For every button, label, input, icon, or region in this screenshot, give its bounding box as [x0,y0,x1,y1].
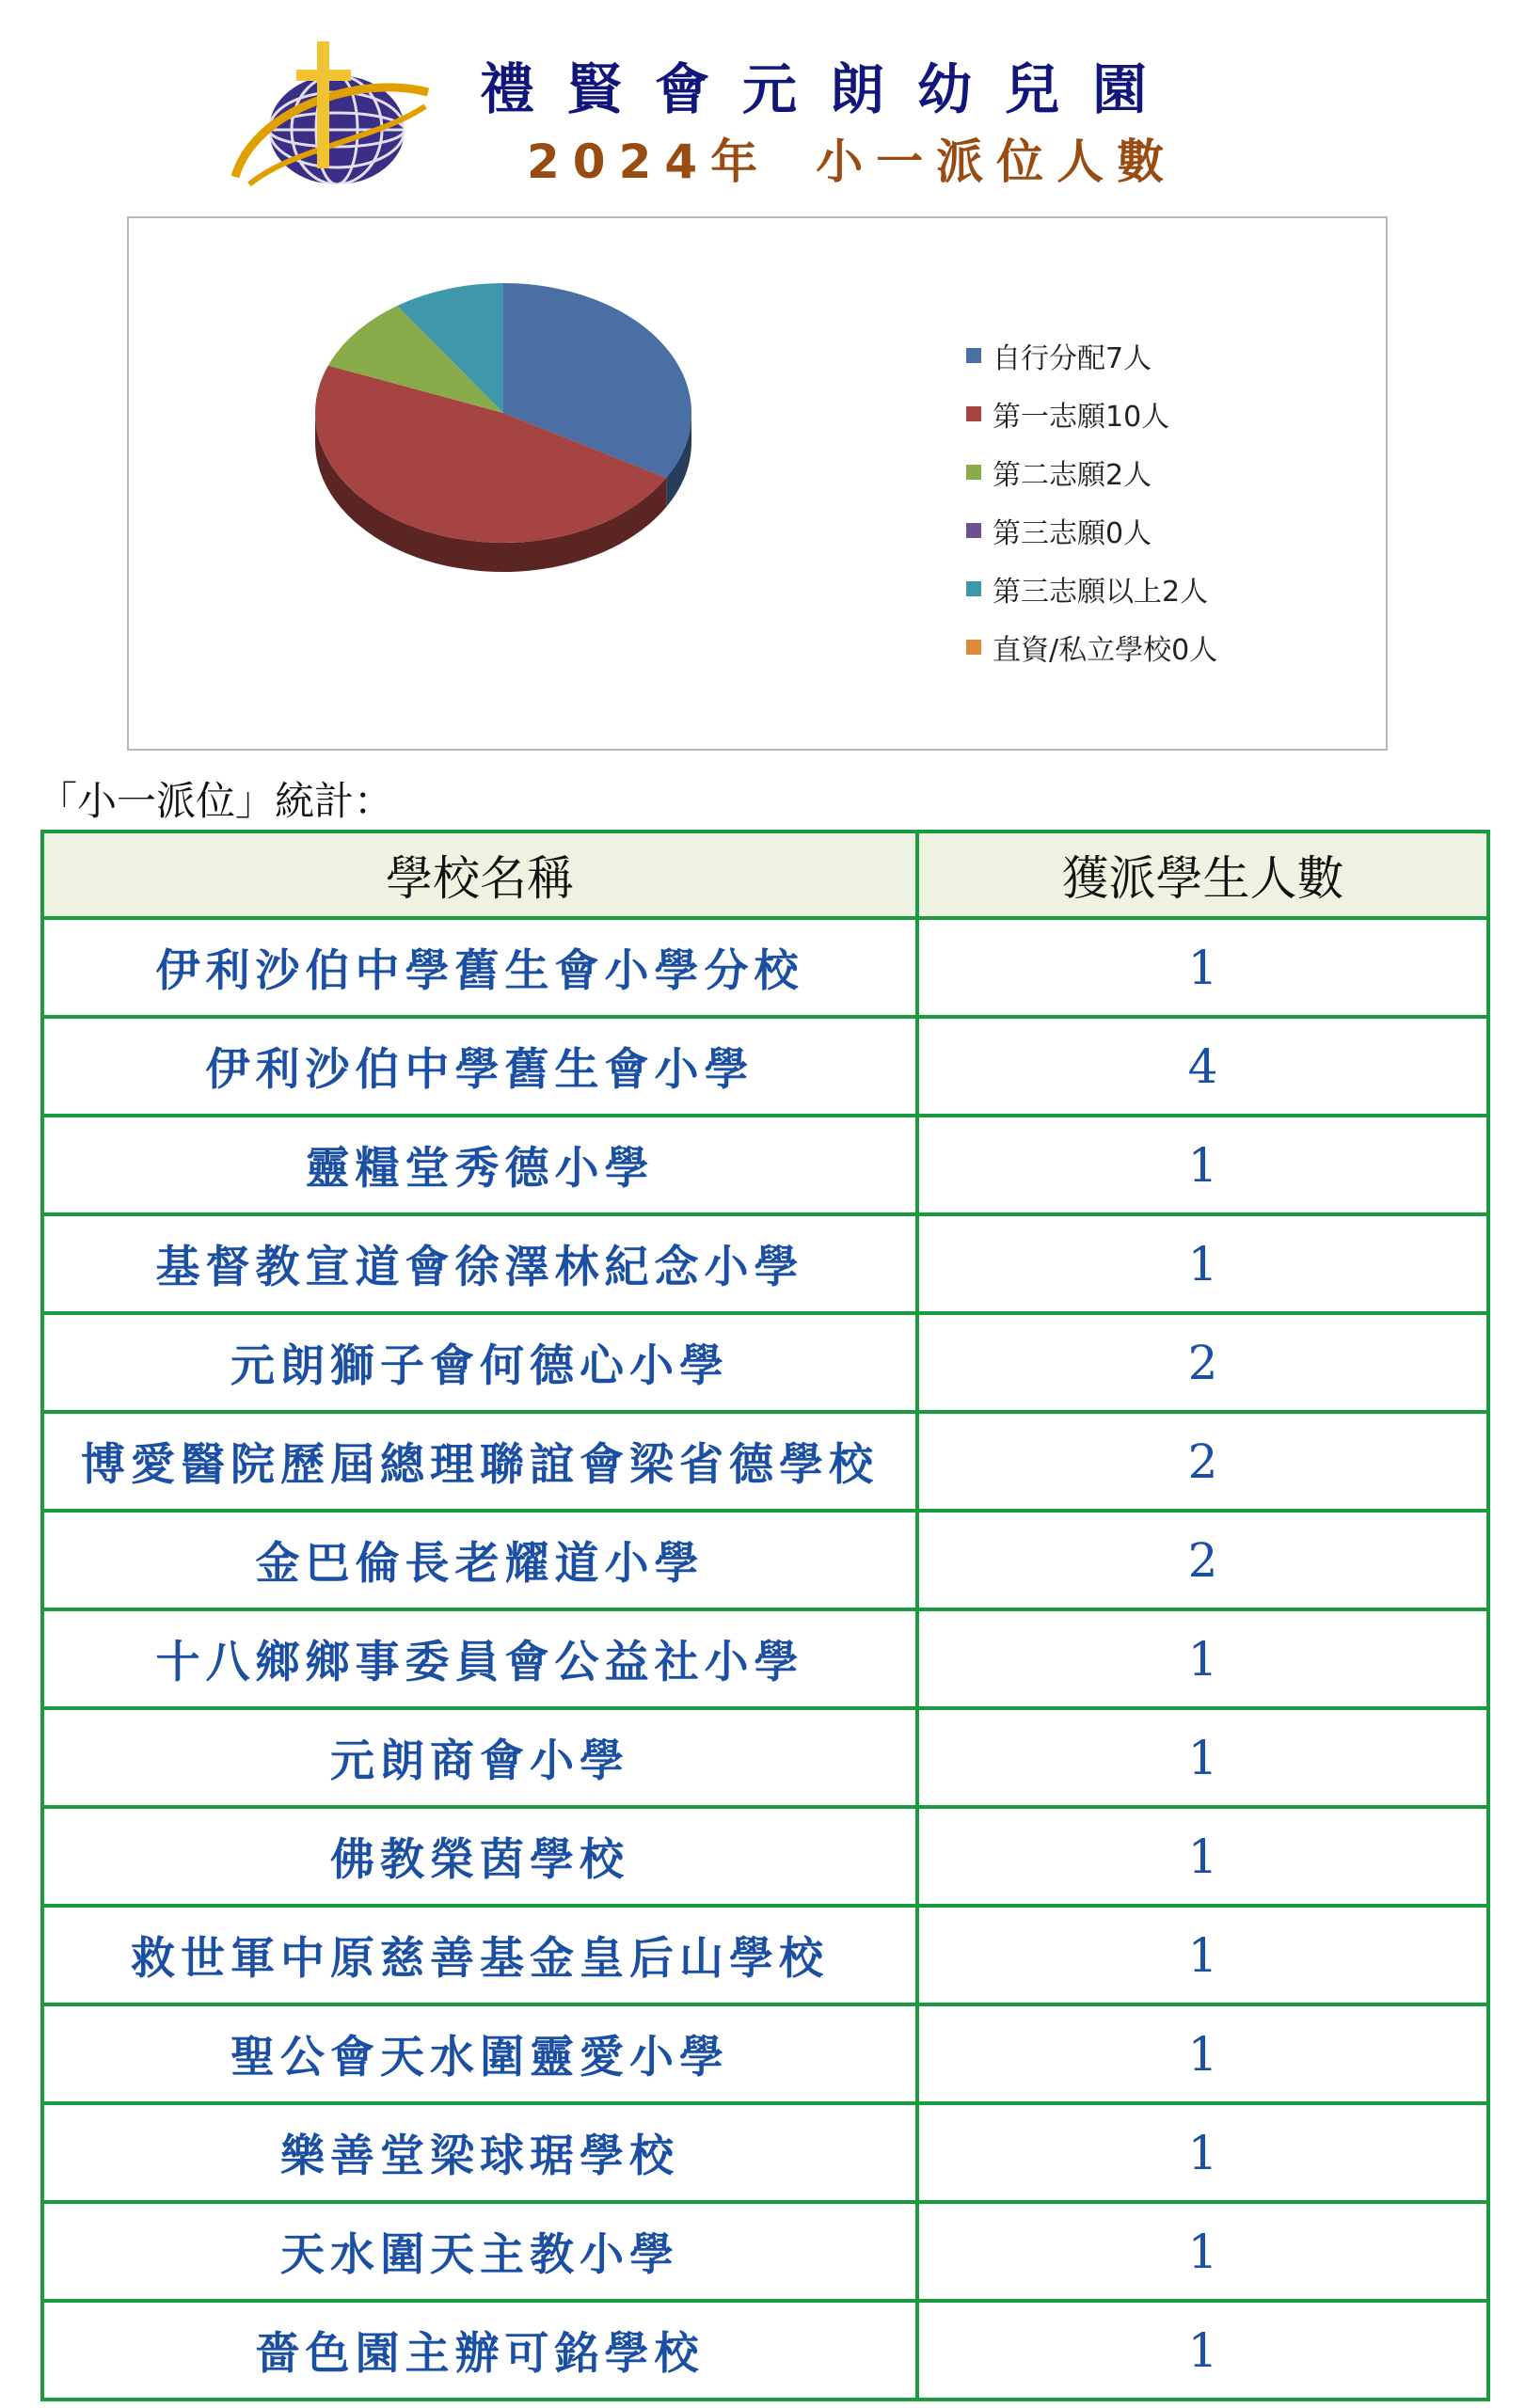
student-count-cell: 1 [917,2004,1488,2103]
table-row [42,2004,1488,2103]
page-subtitle [527,127,1279,198]
school-name-cell: 伊利沙伯中學舊生會小學分校 [42,918,917,1017]
student-count-cell: 1 [917,1906,1488,2004]
table-row [42,1609,1488,1708]
table-row [42,1313,1488,1412]
school-name-cell: 佛教榮茵學校 [42,1807,917,1906]
table-row [42,1116,1488,1214]
stats-title: 「小一派位」統計： [38,778,394,824]
school-name-cell: 博愛醫院歷屆總理聯誼會梁省德學校 [42,1412,917,1511]
legend-swatch [966,348,981,363]
table-row [42,2202,1488,2301]
school-name-cell: 伊利沙伯中學舊生會小學 [42,1017,917,1116]
school-name-cell: 救世軍中原慈善基金皇后山學校 [42,1906,917,2004]
chart-legend [966,326,1380,676]
table-row [42,1906,1488,2004]
school-name-cell: 聖公會天水圍靈愛小學 [42,2004,917,2103]
legend-item [966,618,1380,676]
legend-item [966,385,1380,443]
legend-swatch [966,406,981,421]
table-row [42,2301,1488,2400]
school-name-cell: 樂善堂梁球琚學校 [42,2103,917,2202]
legend-item [966,443,1380,501]
legend-swatch [966,465,981,480]
school-name-cell: 天水圍天主教小學 [42,2202,917,2301]
student-count-cell: 1 [917,1807,1488,1906]
table-row [42,1807,1488,1906]
school-name-cell: 十八鄉鄉事委員會公益社小學 [42,1609,917,1708]
table-row [42,2103,1488,2202]
school-name-cell: 靈糧堂秀德小學 [42,1116,917,1214]
cross-globe-logo [216,36,437,200]
student-count-cell: 1 [917,918,1488,1017]
table-row [42,1214,1488,1313]
table-body [42,918,1488,2400]
legend-swatch [966,581,981,596]
student-count-cell: 1 [917,1116,1488,1214]
school-name-cell: 金巴倫長老耀道小學 [42,1511,917,1609]
subtitle-year: 2024 [527,135,711,189]
student-count-cell: 1 [917,2103,1488,2202]
legend-label: 第三志願以上2人 [993,576,1209,609]
school-name-cell: 嗇色園主辦可銘學校 [42,2301,917,2400]
allocation-table [40,830,1490,2401]
table-row [42,1511,1488,1609]
legend-item [966,560,1380,618]
legend-swatch [966,640,981,655]
legend-label: 第三志願0人 [993,517,1152,550]
student-count-cell: 1 [917,1708,1488,1807]
student-count-cell: 1 [917,2202,1488,2301]
school-name-cell: 基督教宣道會徐澤林紀念小學 [42,1214,917,1313]
column-header-school: 學校名稱 [42,832,917,918]
page-header [0,0,1525,207]
school-name-cell: 元朗商會小學 [42,1708,917,1807]
school-name-cell: 元朗獅子會何德心小學 [42,1313,917,1412]
legend-label: 第一志願10人 [993,401,1170,434]
legend-swatch [966,523,981,538]
legend-item [966,501,1380,560]
column-header-count: 獲派學生人數 [917,832,1488,918]
student-count-cell: 2 [917,1313,1488,1412]
table-header-row [42,832,1488,918]
legend-label: 第二志願2人 [993,459,1152,492]
subtitle-text: 小一派位人數 [816,135,1178,189]
student-count-cell: 1 [917,2301,1488,2400]
table-row [42,1412,1488,1511]
page-title: 禮賢會元朗幼兒園 [480,57,1181,121]
allocation-pie-chart [127,216,1388,751]
student-count-cell: 1 [917,1609,1488,1708]
table-row [42,1017,1488,1116]
student-count-cell: 2 [917,1412,1488,1511]
student-count-cell: 4 [917,1017,1488,1116]
legend-item [966,326,1380,385]
legend-label: 直資/私立學校0人 [993,634,1218,667]
subtitle-year-word: 年 [710,135,771,189]
student-count-cell: 2 [917,1511,1488,1609]
legend-label: 自行分配7人 [993,342,1152,375]
student-count-cell: 1 [917,1214,1488,1313]
table-row [42,918,1488,1017]
table-row [42,1708,1488,1807]
